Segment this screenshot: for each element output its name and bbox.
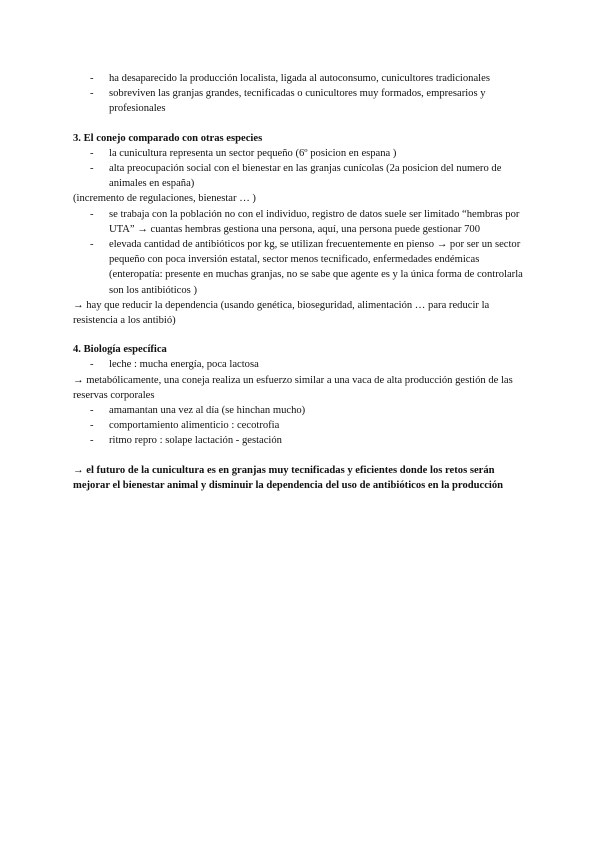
spacer (73, 117, 531, 131)
list-item: - comportamiento alimenticio : cecotrofia (109, 418, 531, 433)
list-item: - alta preocupación social con el bienestar en las granjas cunícolas (2a posicion del numero de animales en españa) (109, 161, 531, 191)
list-item: - amamantan una vez al día (se hinchan mucho) (109, 403, 531, 418)
list-item: - sobreviven las granjas grandes, tecnificadas o cunicultores muy formados, empresarios y profesionales (109, 86, 531, 116)
list-item: - ha desaparecido la producción localista, ligada al autoconsumo, cunicultores tradicionales (109, 71, 531, 86)
section4-note: → metabólicamente, una coneja realiza un esfuerzo similar a una vaca de alta producción gestión de las reservas corporales (73, 374, 513, 401)
list-item: - se trabaja con la población no con el individuo, registro de datos suele ser limitado “hembras por UTA” → cuantas hembras gestiona una persona, aquí, una persona puede gestionar 700 (109, 207, 531, 237)
section3-note: (incremento de regulaciones, bienestar … ) (73, 193, 256, 205)
section4-heading: 4. Biología específica (73, 344, 167, 356)
final-conclusion: → el futuro de la cunicultura es en granjas muy tecnificadas y eficientes donde los retos serán mejorar el bienestar animal y disminuir la dependencia del uso de antibióticos en la producción (73, 464, 504, 491)
list-item: - leche : mucha energía, poca lactosa (109, 357, 531, 372)
section3-heading: 3. El conejo comparado con otras especies (73, 132, 263, 144)
list-item: - elevada cantidad de antibióticos por kg, se utilizan frecuentemente en pienso → por ser un sector pequeño con poca inversión estatal, sector menos tecnificado, enfermedades endémicas (enteropatía: presente en muchas granjas, no se sabe que agente es y la única forma de controlarla son los antibióticos ) (109, 237, 531, 298)
section2-list (73, 71, 531, 117)
spacer (73, 449, 531, 463)
document-page (73, 71, 531, 493)
list-item: - ritmo repro : solape lactación - gestación (109, 433, 531, 448)
spacer (73, 328, 531, 342)
section3-list-a (73, 146, 531, 192)
section3-conclusion: → hay que reducir la dependencia (usando genética, bioseguridad, alimentación … para reducir la resistencia a los antibió) (73, 299, 490, 327)
section3-list-b (73, 207, 531, 298)
section4-list-b (73, 403, 531, 449)
section4-list-a (73, 357, 531, 372)
list-item: - la cunicultura representa un sector pequeño (6º posicion en espana ) (109, 146, 531, 161)
